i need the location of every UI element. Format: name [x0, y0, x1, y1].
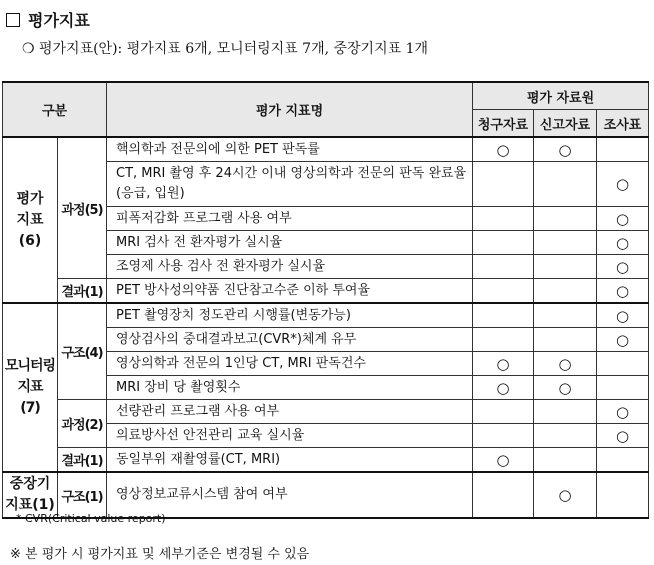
- section-heading: [6, 8, 90, 31]
- survey-mark: ○: [597, 231, 649, 255]
- claim-mark: ○: [473, 376, 534, 400]
- square-outline-icon: [6, 13, 20, 27]
- claim-mark: [473, 231, 534, 255]
- claim-mark: [473, 303, 534, 328]
- indicator-name: MRI 장비 당 촬영횟수: [107, 376, 473, 400]
- claim-mark: [473, 162, 534, 207]
- indicator-name: 영상의학과 전문의 1인당 CT, MRI 판독건수: [107, 352, 473, 376]
- claim-mark: [473, 328, 534, 352]
- claim-mark: [473, 424, 534, 448]
- indicator-name: 동일부위 재촬영률(CT, MRI): [107, 448, 473, 473]
- header-data-source: 평가 자료원: [473, 82, 649, 110]
- claim-mark: [473, 255, 534, 279]
- header-report-data: 신고자료: [534, 110, 597, 138]
- indicator-name: PET 촬영장치 정도관리 시행률(변동가능): [107, 303, 473, 328]
- survey-mark: [597, 352, 649, 376]
- report-mark: [534, 162, 597, 207]
- report-mark: [534, 448, 597, 473]
- header-survey: 조사표: [597, 110, 649, 138]
- indicator-name: 피폭저감화 프로그램 사용 여부: [107, 207, 473, 231]
- sub-mon-result: 결과(1): [58, 448, 107, 473]
- claim-mark: [473, 400, 534, 424]
- group-evaluation: [3, 137, 58, 303]
- survey-mark: [597, 137, 649, 162]
- report-mark: ○: [534, 137, 597, 162]
- survey-mark: ○: [597, 424, 649, 448]
- sub-eval-result: 결과(1): [58, 279, 107, 304]
- survey-mark: ○: [597, 255, 649, 279]
- survey-mark: [597, 376, 649, 400]
- indicator-name: MRI 검사 전 환자평가 실시율: [107, 231, 473, 255]
- claim-mark: ○: [473, 448, 534, 473]
- claim-mark: ○: [473, 137, 534, 162]
- survey-mark: [597, 472, 649, 518]
- indicator-summary: ❍ 평가지표(안): 평가지표 6개, 모니터링지표 7개, 중장기지표 1개: [22, 41, 429, 57]
- indicator-name: 영상검사의 중대결과보고(CVR*)체계 유무: [107, 328, 473, 352]
- report-mark: [534, 207, 597, 231]
- claim-mark: [473, 472, 534, 518]
- report-mark: [534, 279, 597, 304]
- indicator-name: 조영제 사용 검사 전 환자평가 실시율: [107, 255, 473, 279]
- indicator-name: CT, MRI 촬영 후 24시간 이내 영상의학과 전문의 판독 완료율(응급, 입원): [107, 162, 473, 207]
- sub-eval-process: 과정(5): [58, 137, 107, 279]
- report-mark: [534, 231, 597, 255]
- survey-mark: ○: [597, 207, 649, 231]
- sub-lt-structure: 구조(1): [58, 472, 107, 518]
- indicator-name: PET 방사성의약품 진단참고수준 이하 투여율: [107, 279, 473, 304]
- claim-mark: [473, 279, 534, 304]
- footnote-cvr: * CVR(Critical value report): [16, 512, 166, 525]
- survey-mark: ○: [597, 303, 649, 328]
- header-claim-data: 청구자료: [473, 110, 534, 138]
- survey-mark: [597, 448, 649, 473]
- indicator-table: [2, 81, 649, 519]
- report-mark: ○: [534, 472, 597, 518]
- sub-mon-structure: 구조(4): [58, 303, 107, 400]
- survey-mark: ○: [597, 328, 649, 352]
- group-label: 중장기 지표(1): [5, 476, 55, 513]
- header-indicator-name: 평가 지표명: [107, 82, 473, 137]
- group-label: 모니터링 지표 (7): [4, 358, 56, 416]
- report-mark: [534, 303, 597, 328]
- report-mark: ○: [534, 352, 597, 376]
- claim-mark: ○: [473, 352, 534, 376]
- survey-mark: ○: [597, 400, 649, 424]
- indicator-name: 영상정보교류시스템 참여 여부: [107, 472, 473, 518]
- claim-mark: [473, 207, 534, 231]
- report-mark: [534, 424, 597, 448]
- heading-text: 평가지표: [28, 11, 90, 30]
- report-mark: [534, 328, 597, 352]
- report-mark: [534, 255, 597, 279]
- survey-mark: ○: [597, 279, 649, 304]
- indicator-name: 핵의학과 전문의에 의한 PET 판독률: [107, 137, 473, 162]
- survey-mark: ○: [597, 162, 649, 207]
- indicator-name: 의료방사선 안전관리 교육 실시율: [107, 424, 473, 448]
- group-monitoring: [3, 303, 58, 472]
- change-notice: ※ 본 평가 시 평가지표 및 세부기준은 변경될 수 있음: [10, 547, 310, 562]
- sub-mon-process: 과정(2): [58, 400, 107, 448]
- indicator-name: 선량관리 프로그램 사용 여부: [107, 400, 473, 424]
- report-mark: [534, 400, 597, 424]
- report-mark: ○: [534, 376, 597, 400]
- group-label: 평가 지표 (6): [16, 190, 44, 249]
- header-gubun: 구분: [3, 82, 107, 137]
